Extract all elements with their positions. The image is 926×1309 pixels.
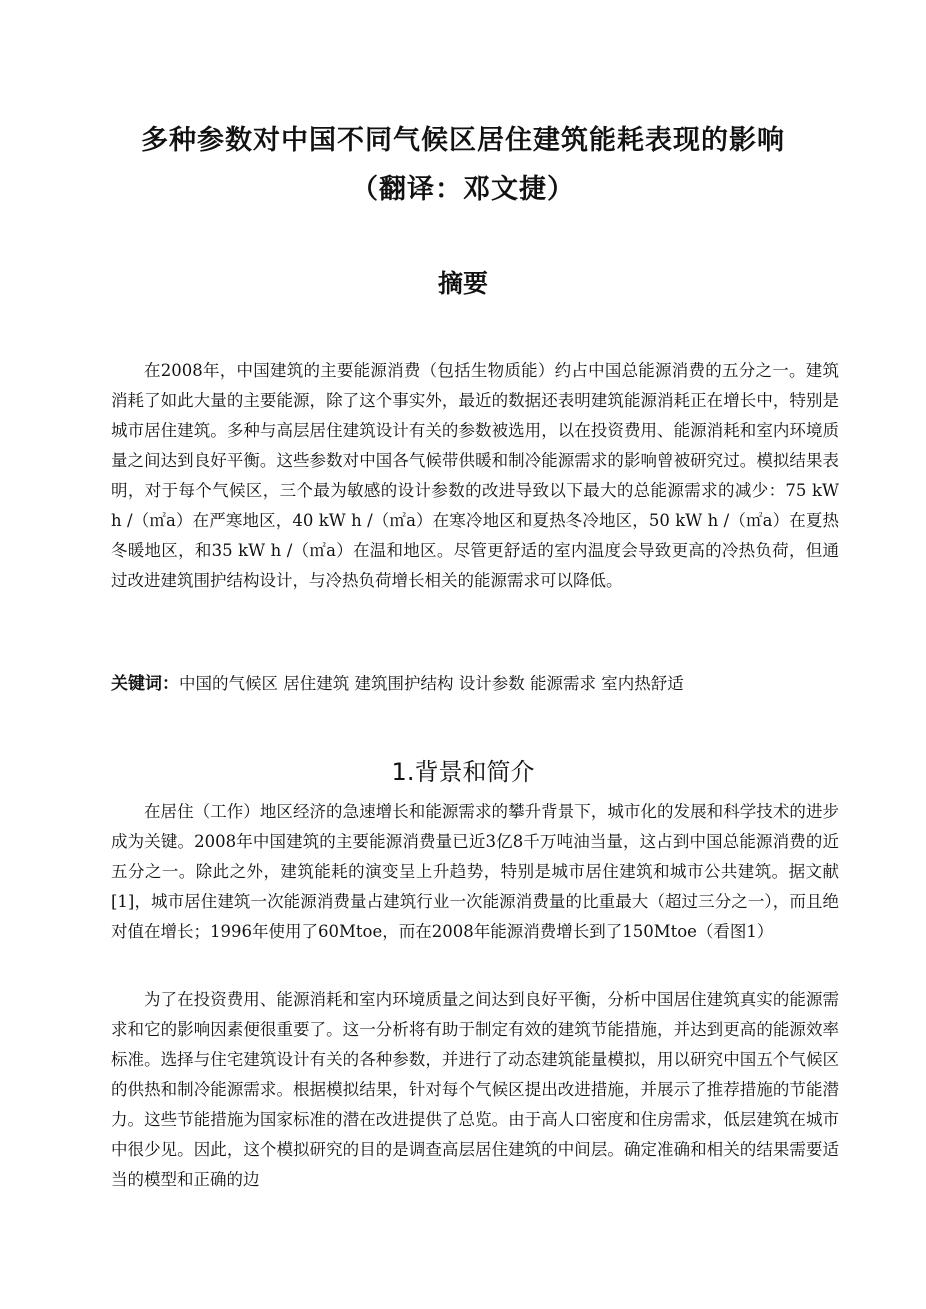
keywords-list: 中国的气候区 居住建筑 建筑围护结构 设计参数 能源需求 室内热舒适 — [179, 674, 684, 693]
abstract-heading: 摘要 — [437, 269, 488, 298]
translator-credit: （翻译：邓文捷） — [351, 174, 575, 205]
section-paragraph-2: 为了在投资费用、能源消耗和室内环境质量之间达到良好平衡，分析中国居住建筑真实的能源需求和它的影响因素便很重要了。这一分析将有助于制定有效的建筑节能措施，并达到更高的能源效率标准。选择与住宅建筑设计有关的各种参数，并进行了动态建筑能量模拟，用以研究中国五个气候区的供热和制冷能源需求。根据模拟结果，针对每个气候区提出改进措施，并展示了推荐措施的节能潜力。这些节能措施为国家标准的潜在改进提供了总览。由于高人口密度和住房需求，低层建筑在城市中很少见。因此，这个模拟研究的目的是调查高层居住建筑的中间层。确定准确和相关的结果需要适当的模型和正确的边 — [111, 990, 839, 1189]
keywords-label: 关键词： — [111, 674, 179, 694]
paper-title: 多种参数对中国不同气候区居住建筑能耗表现的影响 — [141, 125, 785, 156]
abstract-body: 在2008年，中国建筑的主要能源消费（包括生物质能）约占中国总能源消费的五分之一。建筑消耗了如此大量的主要能源，除了这个事实外，最近的数据还表明建筑能源消耗正在增长中，特别是城市居住建筑。多种与高层居住建筑设计有关的参数被选用，以在投资费用、能源消耗和室内环境质量之间达到良好平衡。这些参数对中国各气候带供暖和制冷能源需求的影响曾被研究过。模拟结果表明，对于每个气候区，三个最为敏感的设计参数的改进导致以下最大的总能源需求的减少：75 kW h /（㎡a）在严寒地区，40 kW h /（㎡a）在寒冷地区和夏热冬冷地区，50 kW h /（㎡a）在夏热冬暖地区，和35 kW h /（㎡a）在温和地区。尽管更舒适的室内温度会导致更高的冷热负荷，但通过改进建筑围护结构设计，与冷热负荷增长相关的能源需求可以降低。 — [111, 361, 839, 590]
keywords-line — [111, 669, 839, 699]
section-paragraph-1: 在居住（工作）地区经济的急速增长和能源需求的攀升背景下，城市化的发展和科学技术的进步成为关键。2008年中国建筑的主要能源消费量已近3亿8千万吨油当量，这占到中国总能源消费的近五分之一。除此之外，建筑能耗的演变呈上升趋势，特别是城市居住建筑和城市公共建筑。据文献[1]，城市居住建筑一次能源消费量占建筑行业一次能源消费量的比重最大（超过三分之一），而且绝对值在增长；1996年使用了60Mtoe，而在2008年能源消费增长到了150Mtoe（看图1） — [111, 802, 839, 941]
section-heading: 1.背景和简介 — [391, 758, 535, 786]
